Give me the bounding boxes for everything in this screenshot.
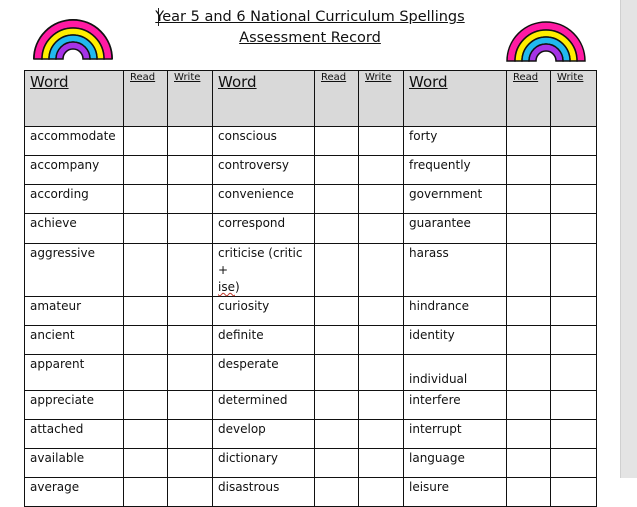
word-cell: accommodate (25, 127, 124, 156)
title-line-1: Year 5 and 6 National Curriculum Spellings (155, 9, 465, 25)
header-word: Word (213, 71, 315, 127)
write-cell[interactable] (359, 244, 404, 297)
write-cell[interactable] (551, 449, 597, 478)
write-cell[interactable] (359, 127, 404, 156)
read-cell[interactable] (315, 127, 359, 156)
read-cell[interactable] (315, 244, 359, 297)
spellings-table (24, 70, 597, 507)
write-cell[interactable] (168, 449, 213, 478)
table-row (25, 297, 597, 326)
scrollbar-track[interactable] (620, 0, 637, 478)
read-cell[interactable] (507, 297, 551, 326)
write-cell[interactable] (359, 478, 404, 507)
table-row (25, 391, 597, 420)
word-cell: convenience (213, 185, 315, 214)
table-row (25, 478, 597, 507)
word-cell: available (25, 449, 124, 478)
table-row (25, 420, 597, 449)
word-cell: frequently (404, 156, 507, 185)
word-cell: average (25, 478, 124, 507)
read-cell[interactable] (124, 449, 168, 478)
read-cell[interactable] (315, 449, 359, 478)
write-cell[interactable] (168, 127, 213, 156)
word-cell: hindrance (404, 297, 507, 326)
write-cell[interactable] (168, 355, 213, 391)
write-cell[interactable] (359, 185, 404, 214)
read-cell[interactable] (124, 244, 168, 297)
read-cell[interactable] (124, 326, 168, 355)
word-cell: definite (213, 326, 315, 355)
write-cell[interactable] (359, 391, 404, 420)
page-title[interactable] (150, 7, 470, 49)
spellcheck-squiggle: ise (218, 280, 235, 294)
word-cell: individual (404, 355, 507, 391)
word-cell: government (404, 185, 507, 214)
header-read: Read (315, 71, 359, 127)
table-header-row (25, 71, 597, 127)
read-cell[interactable] (124, 185, 168, 214)
read-cell[interactable] (507, 420, 551, 449)
write-cell[interactable] (359, 326, 404, 355)
read-cell[interactable] (124, 127, 168, 156)
write-cell[interactable] (551, 185, 597, 214)
read-cell[interactable] (507, 214, 551, 244)
read-cell[interactable] (124, 478, 168, 507)
write-cell[interactable] (168, 391, 213, 420)
read-cell[interactable] (315, 355, 359, 391)
read-cell[interactable] (315, 297, 359, 326)
read-cell[interactable] (124, 297, 168, 326)
write-cell[interactable] (551, 326, 597, 355)
read-cell[interactable] (315, 391, 359, 420)
word-cell: achieve (25, 214, 124, 244)
word-cell: disastrous (213, 478, 315, 507)
write-cell[interactable] (359, 420, 404, 449)
read-cell[interactable] (507, 244, 551, 297)
table-row (25, 214, 597, 244)
word-cell: attached (25, 420, 124, 449)
read-cell[interactable] (507, 156, 551, 185)
read-cell[interactable] (315, 478, 359, 507)
write-cell[interactable] (168, 326, 213, 355)
word-cell: harass (404, 244, 507, 297)
header-word: Word (25, 71, 124, 127)
write-cell[interactable] (551, 391, 597, 420)
write-cell[interactable] (168, 297, 213, 326)
read-cell[interactable] (315, 326, 359, 355)
write-cell[interactable] (359, 214, 404, 244)
word-cell: interfere (404, 391, 507, 420)
word-cell: forty (404, 127, 507, 156)
word-cell: appreciate (25, 391, 124, 420)
word-text: criticise (critic + (218, 246, 303, 277)
table-row (25, 127, 597, 156)
read-cell[interactable] (507, 185, 551, 214)
write-cell[interactable] (551, 127, 597, 156)
word-cell: interrupt (404, 420, 507, 449)
read-cell[interactable] (507, 326, 551, 355)
word-cell: conscious (213, 127, 315, 156)
word-cell: language (404, 449, 507, 478)
word-cell: controversy (213, 156, 315, 185)
write-cell[interactable] (551, 214, 597, 244)
read-cell[interactable] (124, 420, 168, 449)
read-cell[interactable] (124, 156, 168, 185)
header-write: Write (551, 71, 597, 127)
write-cell[interactable] (551, 420, 597, 449)
write-cell[interactable] (359, 156, 404, 185)
write-cell[interactable] (551, 156, 597, 185)
table-row (25, 156, 597, 185)
table-row (25, 355, 597, 391)
table-row (25, 244, 597, 297)
write-cell[interactable] (168, 185, 213, 214)
table-row (25, 449, 597, 478)
read-cell[interactable] (315, 156, 359, 185)
rainbow-icon (30, 4, 116, 60)
write-cell[interactable] (551, 355, 597, 391)
word-cell: criticise (critic + ise) (213, 244, 315, 297)
rainbow-icon (503, 6, 589, 62)
write-cell[interactable] (168, 244, 213, 297)
word-cell: develop (213, 420, 315, 449)
read-cell[interactable] (124, 355, 168, 391)
word-cell: identity (404, 326, 507, 355)
header-write: Write (359, 71, 404, 127)
table-row (25, 326, 597, 355)
read-cell[interactable] (507, 478, 551, 507)
header-write: Write (168, 71, 213, 127)
read-cell[interactable] (124, 214, 168, 244)
word-cell: leisure (404, 478, 507, 507)
read-cell[interactable] (507, 391, 551, 420)
read-cell[interactable] (507, 127, 551, 156)
write-cell[interactable] (359, 355, 404, 391)
word-cell: ancient (25, 326, 124, 355)
write-cell[interactable] (168, 214, 213, 244)
word-cell: determined (213, 391, 315, 420)
word-cell: guarantee (404, 214, 507, 244)
word-cell: apparent (25, 355, 124, 391)
write-cell[interactable] (551, 297, 597, 326)
write-cell[interactable] (359, 449, 404, 478)
write-cell[interactable] (551, 478, 597, 507)
title-line-2: Assessment Record (239, 30, 381, 46)
read-cell[interactable] (507, 355, 551, 391)
write-cell[interactable] (168, 478, 213, 507)
header-read: Read (124, 71, 168, 127)
header-read: Read (507, 71, 551, 127)
read-cell[interactable] (315, 214, 359, 244)
word-cell: curiosity (213, 297, 315, 326)
word-cell: amateur (25, 297, 124, 326)
word-cell: correspond (213, 214, 315, 244)
word-cell: aggressive (25, 244, 124, 297)
write-cell[interactable] (168, 420, 213, 449)
word-cell: accompany (25, 156, 124, 185)
read-cell[interactable] (507, 449, 551, 478)
read-cell[interactable] (315, 420, 359, 449)
read-cell[interactable] (315, 185, 359, 214)
read-cell[interactable] (124, 391, 168, 420)
write-cell[interactable] (168, 156, 213, 185)
write-cell[interactable] (359, 297, 404, 326)
write-cell[interactable] (551, 244, 597, 297)
word-cell: desperate (213, 355, 315, 391)
table-row (25, 185, 597, 214)
word-cell: dictionary (213, 449, 315, 478)
header-word: Word (404, 71, 507, 127)
word-cell: according (25, 185, 124, 214)
